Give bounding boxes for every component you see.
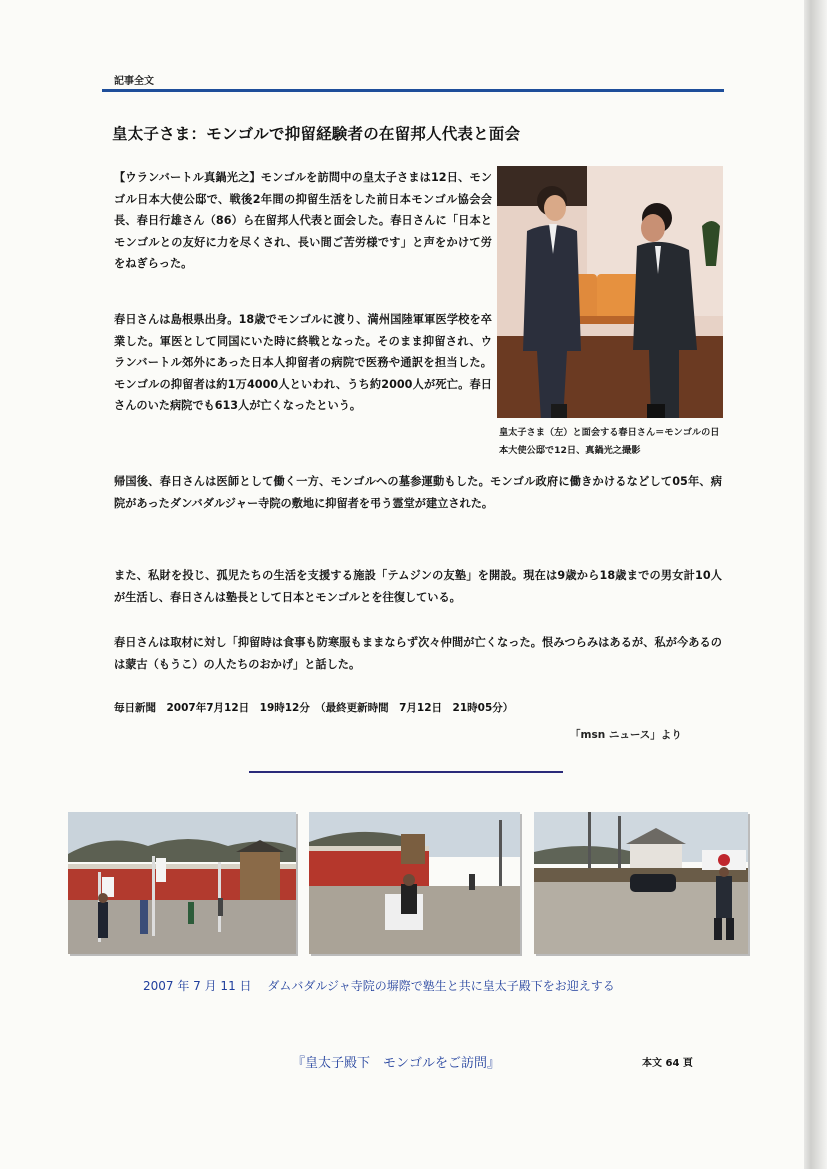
source-via: 「msn ニュース」より xyxy=(570,729,682,741)
book-title: 『皇太子殿下 モンゴルをご訪問』 xyxy=(292,1056,501,1071)
header-rule xyxy=(102,89,724,92)
photo-strip-caption: 2007 年 7 月 11 日 ダムバダルジャ寺院の塀際で塾生と共に皇太子殿下をお迎えする xyxy=(143,979,615,993)
article-paragraph-5: 春日さんは取材に対し「抑留時は食事も防寒服もままならず次々仲間が亡くなった。恨みつらみはあるが、私が今あるのは蒙古（もうこ）の人たちのおかげ」と話した。 xyxy=(114,636,722,671)
article-title: 皇太子さま：モンゴルで抑留経験者の在留邦人代表と面会 xyxy=(112,125,521,143)
article-paragraph-4: また、私財を投じ、孤児たちの生活を支援する施設「テムジンの友塾」を開設。現在は9歳から18歳までの男女計10人が生活し、春日さんは塾長として日本とモンゴルとを往復している。 xyxy=(114,569,722,604)
street-photo-2 xyxy=(309,812,520,954)
street-photo-3 xyxy=(534,812,748,954)
photo-caption: 皇太子さま（左）と面会する春日さん＝モンゴルの日本大使公邸で12日、真鍋光之撮影 xyxy=(499,427,720,456)
section-label: 記事全文 xyxy=(114,76,154,87)
page-reference: 本文 64 頁 xyxy=(642,1058,693,1069)
street-photo-1 xyxy=(68,812,296,954)
article-paragraph-1: 【ウランバートル真鍋光之】モンゴルを訪問中の皇太子さまは12日、モンゴル日本大使公邸で、戦後2年間の抑留生活をした前日本モンゴル協会会長、春日行雄さん（86）ら在留邦人代表と面会した。春日さんに「日本とモンゴルとの友好に力を尽くされ、長い間ご苦労様です」と声をかけて労をねぎらった。 xyxy=(114,171,492,270)
article-paragraph-3: 帰国後、春日さんは医師として働く一方、モンゴルへの墓参運動もした。モンゴル政府に働きかけるなどして05年、病院があったダンバダルジャー寺院の敷地に抑留者を弔う霊堂が建立された。 xyxy=(114,475,722,510)
section-divider xyxy=(249,771,563,773)
article-paragraph-2: 春日さんは島根県出身。18歳でモンゴルに渡り、満州国陸軍軍医学校を卒業した。軍医として同国にいた時に終戦となった。そのまま抑留され、ウランバートル郊外にあった日本人抑留者の病院で医務や通訳を担当した。モンゴルの抑留者は約1万4000人といわれ、うち約2000人が死亡。春日さんのいた病院でも613人が亡くなったという。 xyxy=(114,313,492,412)
source-line: 毎日新聞 2007年7月12日 19時12分 （最終更新時間 7月12日 21時05分） xyxy=(114,702,514,714)
page-edge-shadow xyxy=(804,0,827,1169)
meeting-photo xyxy=(497,166,723,418)
